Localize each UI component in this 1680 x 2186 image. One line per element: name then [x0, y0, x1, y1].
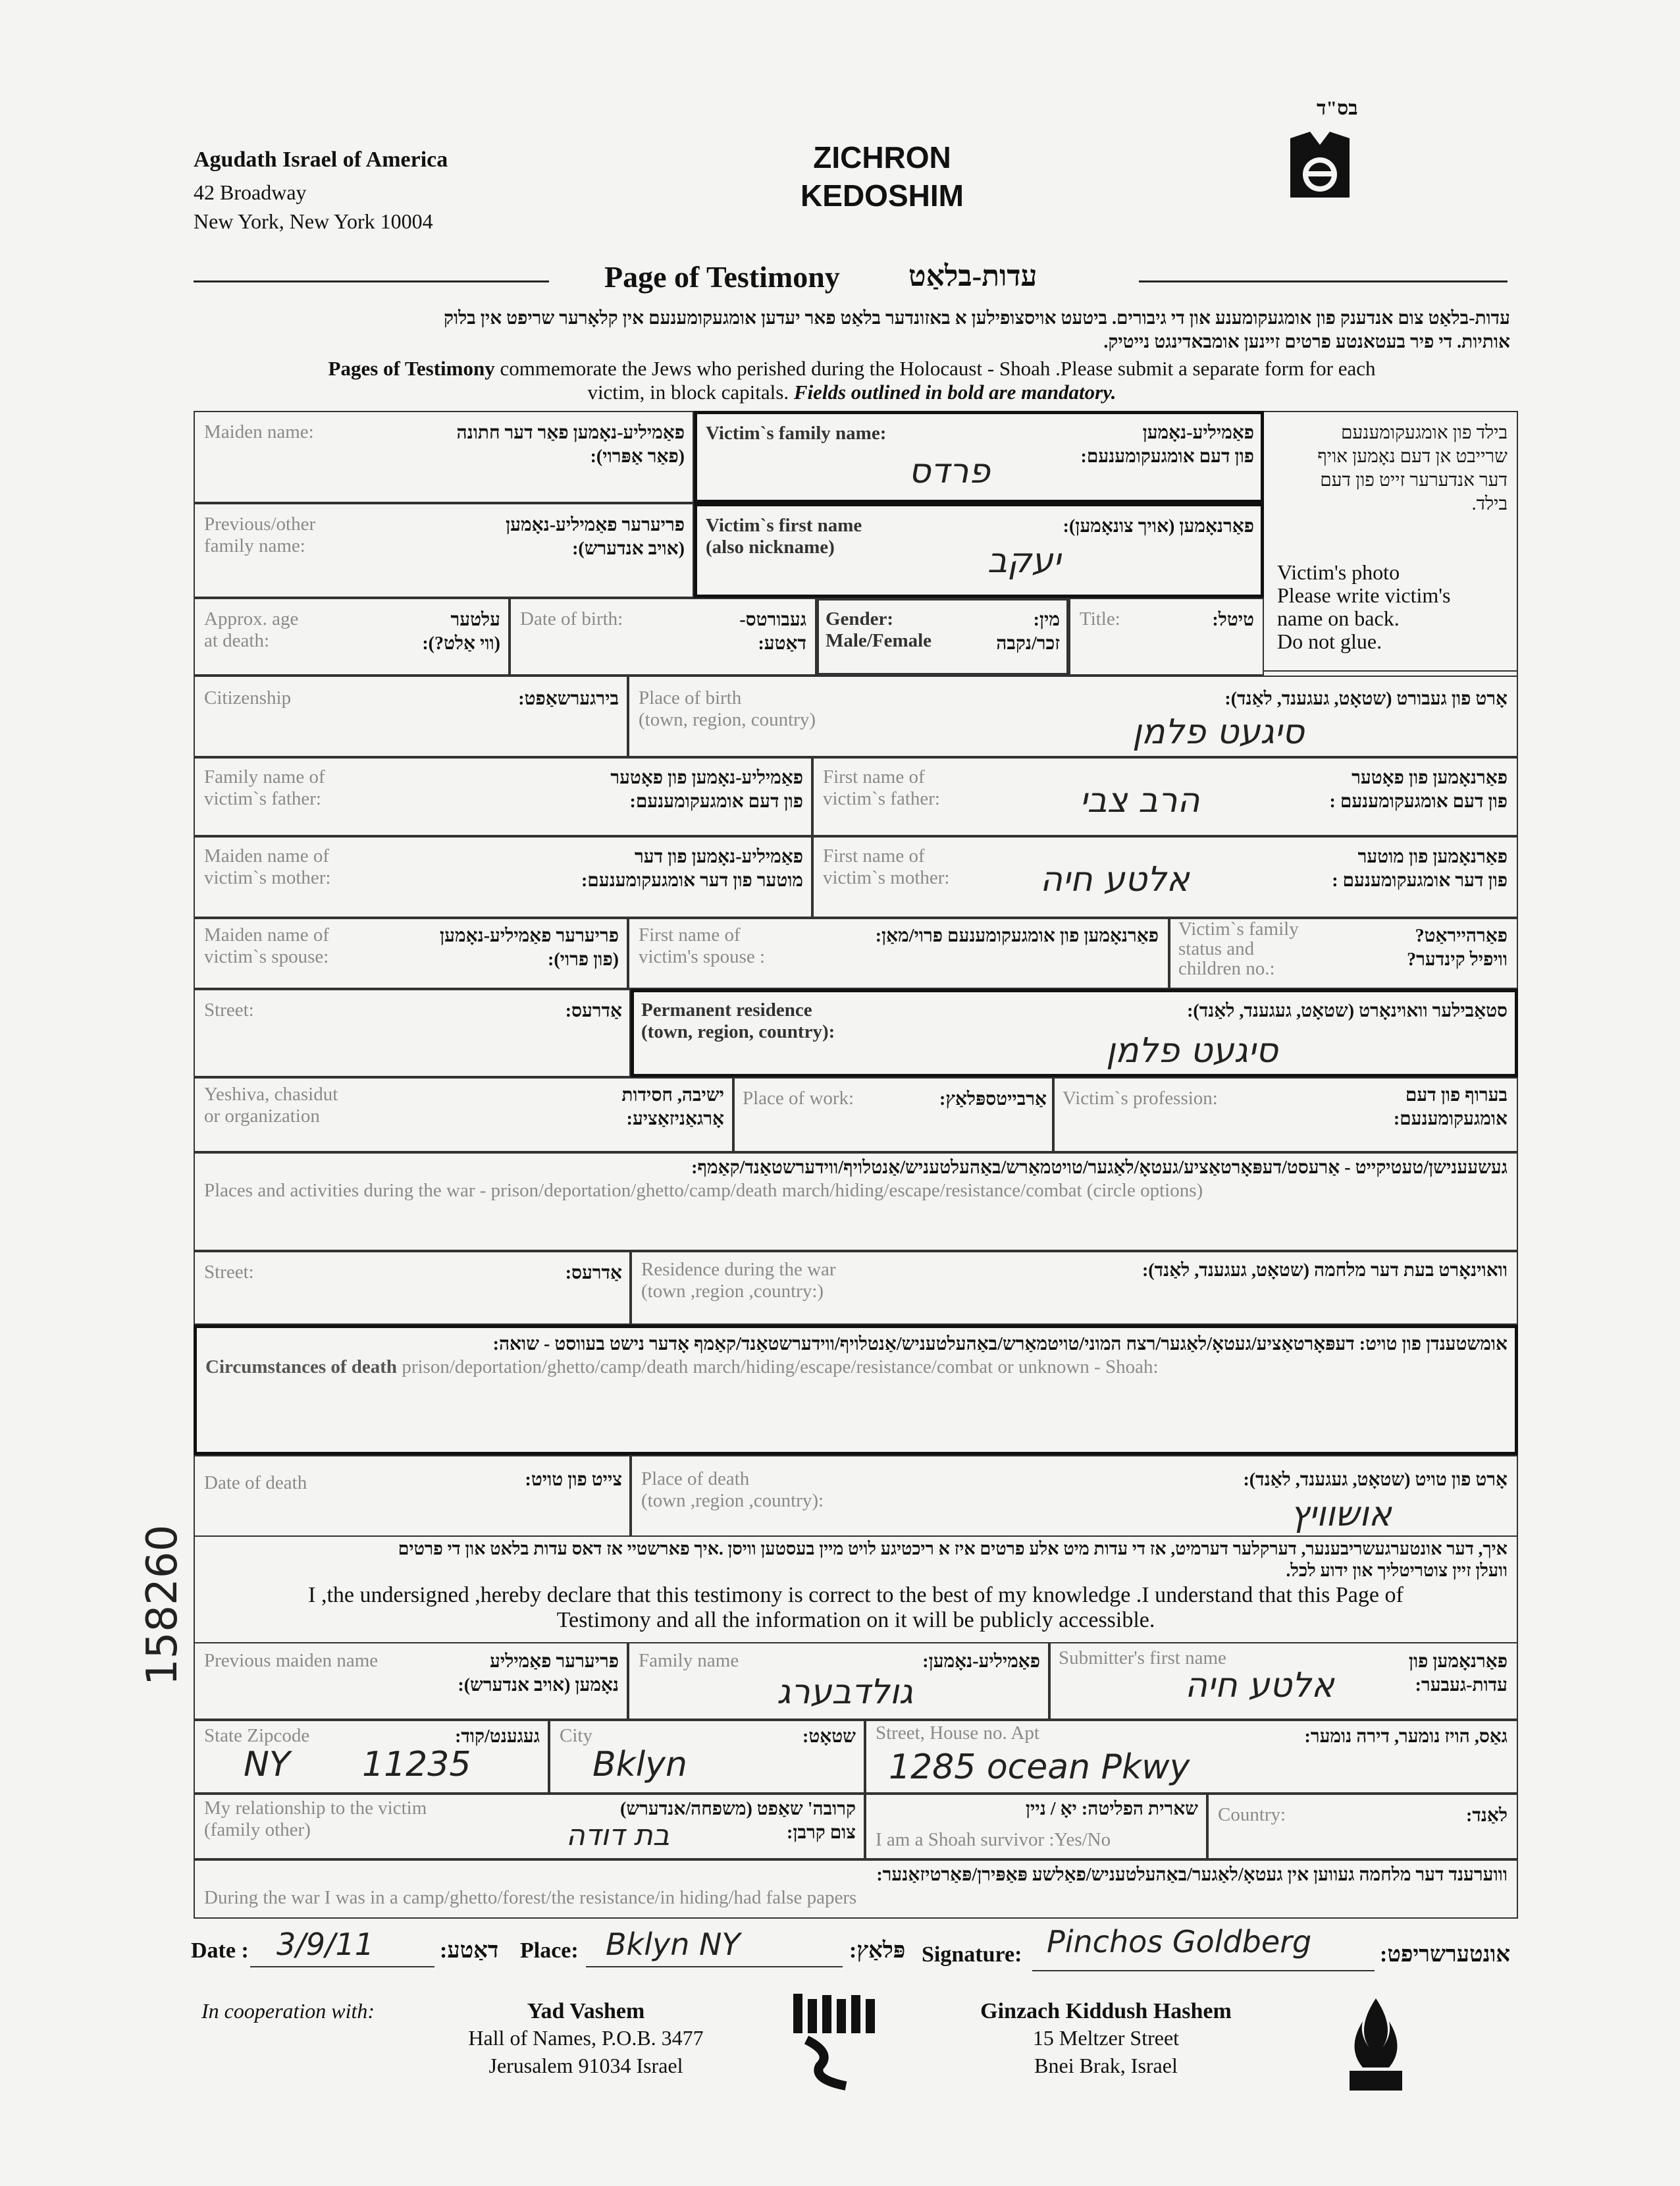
form-title-hebrew: עדות-בלאַט: [908, 260, 1037, 292]
ginzach-line1: 15 Meltzer Street: [1032, 2026, 1180, 2050]
date-of-death-label: Date of death: [204, 1472, 307, 1493]
submitter-city-heb: שטאָט:: [802, 1726, 856, 1747]
mother-first-name-heb: פאַרנאָמען פון מוטער פון דער אומגעקומענעם :: [1332, 847, 1508, 891]
date-of-death-heb: צייט פון טויט:: [525, 1470, 622, 1490]
submitter-first-name-value: אלטע חיה: [1185, 1666, 1334, 1705]
title-label: Title:: [1080, 608, 1120, 629]
place-of-birth-value: סיגעט פלמן: [1132, 712, 1305, 752]
gender-heb: מין: זכר/נקבה: [996, 610, 1060, 654]
form-header-title: [724, 138, 1040, 215]
title-rule-left: [194, 280, 549, 282]
org-name: Agudath Israel of America: [194, 147, 448, 172]
street-label: Street:: [204, 1000, 254, 1021]
submitter-previous-maiden-heb: פריערער פאַמיליע נאָמען (אויב אנדערש):: [458, 1651, 619, 1695]
victim-family-name-label: Victim`s family name:: [706, 423, 887, 444]
profession-label: Victim`s profession:: [1063, 1088, 1218, 1109]
date-label: Date :: [191, 1938, 249, 1963]
place-of-work-label: Place of work:: [743, 1088, 854, 1109]
place-of-death-heb: אָרט פון טויט (שטאָט, געגענד, לאַנד):: [1243, 1470, 1508, 1490]
country-heb: לאַנד:: [1466, 1805, 1508, 1826]
father-first-name-label: First name of victim`s father:: [823, 766, 940, 809]
photo-instructions-english: Victim's photo Please write victim's name on back. Do not glue.: [1277, 560, 1451, 653]
survivor-label: I am a Shoah survivor :Yes/No: [876, 1829, 1111, 1850]
victim-first-name-heb: פאַרנאָמען (אויך צונאָמען):: [1063, 516, 1254, 537]
signature-label: Signature:: [922, 1942, 1022, 1967]
mother-maiden-name-label: Maiden name of victim`s mother:: [204, 845, 331, 888]
place-of-birth-heb: אָרט פון געבורט (שטאָט, געגענד, לאַנד):: [1224, 689, 1508, 709]
submitter-family-name-label: Family name: [639, 1650, 739, 1671]
profession-heb: בערוף פון דעם אומגעקומענעם:: [1393, 1085, 1508, 1129]
submitter-state-zip-label: State Zipcode: [204, 1725, 310, 1746]
ginzach-line2: Bnei Brak, Israel: [1034, 2054, 1178, 2077]
survivor-heb: שארית הפליטה: יאָ / ניין: [1025, 1799, 1198, 1819]
yad-vashem-block: [434, 1999, 737, 2079]
submitter-zip-value: 11235: [362, 1745, 471, 1784]
flame-logo-icon: [1343, 1995, 1409, 2094]
age-heb: עלטער (ווי אַלט?):: [422, 610, 500, 654]
title-line2: KEDOSHIM: [801, 178, 964, 213]
victim-first-name-label: Victim`s first name (also nickname): [706, 515, 862, 558]
date-of-birth-heb: געבורטס- דאַטע:: [739, 610, 806, 654]
yeshiva-label: Yeshiva, chasidut or organization: [204, 1084, 338, 1127]
war-residence-heb: וואוינאָרט בעת דער מלחמה (שטאָט, געגענד, לאַנד):: [1142, 1260, 1508, 1281]
victim-family-name-value: פרדס: [908, 452, 990, 491]
yad-vashem-line2: Jerusalem 91034 Israel: [488, 2054, 683, 2077]
place-of-work-heb: אַרבייטספּלאַץ:: [939, 1089, 1047, 1109]
ginzach-block: [922, 1999, 1290, 2079]
signature-heb: אונטערשריפט:: [1380, 1942, 1511, 1967]
family-status-label: Victim`s family status and children no.:: [1178, 919, 1299, 979]
victim-first-name-value: יעקב: [987, 541, 1061, 581]
places-during-war-heb: געשעענישן/טעטיקייט - אַרעסט/דעפּאָרטאַציע/געטאָ/לאַגער/טויטמאַרש/באַהעלטעניש/אַנטלויף/ווידערשטאַנד/קאַמף:: [691, 1158, 1508, 1178]
maiden-name-label: Maiden name:: [204, 421, 314, 442]
declaration-english: I ,the undersigned ,hereby declare that this testimony is correct to the best of my knowledge .I understand that this Page of Testimony and all the information on it will be publicly accessible.: [308, 1583, 1404, 1632]
relationship-heb: קרובה' שאַפט (משפחה/אנדערש) צום קרבן:: [620, 1799, 856, 1843]
places-during-war-label: Places and activities during the war - prison/deportation/ghetto/camp/death march/hiding/escape/resistance/combat (circle options): [204, 1180, 1203, 1201]
spouse-maiden-name-label: Maiden name of victim`s spouse:: [204, 924, 330, 967]
family-status-heb: פאַרהייראַט? וויפיל קינדער?: [1407, 926, 1508, 970]
place-of-birth-label: Place of birth (town, region, country): [639, 687, 816, 730]
ginzach-name: Ginzach Kiddush Hashem: [980, 1999, 1232, 2023]
spouse-first-name-heb: פאַרנאָמען פון אומגעקומענעם פרוי/מאַן:: [875, 926, 1159, 946]
cooperation-label: In cooperation with:: [201, 1999, 375, 2023]
submitter-city-value: Bklyn: [592, 1745, 687, 1784]
signature-value: Pinchos Goldberg: [1047, 1924, 1312, 1959]
date-of-death-field[interactable]: [194, 1455, 631, 1537]
place-of-death-value: אושוויץ: [1290, 1495, 1392, 1534]
yad-vashem-logo-icon: [1284, 125, 1356, 204]
street-heb: אַדרעס:: [565, 1001, 622, 1021]
father-family-name-heb: פאַמיליע-נאָמען פון פאָטער פון דעם אומגעקומענעם:: [610, 768, 803, 812]
circumstances-of-death-heb: אומשטענדן פון טויט: דעפּאָרטאַציע/געטאָ/לאַגער/רצח המוני/טויטמאַרש/באַהעלטעניש/אַנטלויף/ווידערשטאַנד/קאַמף אָדער נישט בעווסט - שואה:: [492, 1334, 1508, 1354]
citizenship-label: Citizenship: [204, 687, 292, 708]
menorah-logo-icon: [787, 1987, 885, 2093]
mother-first-name-label: First name of victim`s mother:: [823, 845, 950, 888]
spouse-maiden-name-heb: פריערער פאַמיליע-נאָמען (פון פרוי):: [440, 926, 619, 970]
date-of-birth-label: Date of birth:: [520, 608, 623, 629]
title-rule-right: [1139, 280, 1508, 282]
side-reference-number: 158260: [138, 1524, 187, 1686]
permanent-residence-heb: סטאַבילער וואוינאָרט (שטאָט, געגענד, לאַנד):: [1187, 1001, 1508, 1021]
country-label: Country:: [1218, 1804, 1286, 1825]
submitter-first-name-label: Submitter's first name: [1059, 1647, 1226, 1668]
intro-hebrew: עדות-בלאַט צום אנדענק פון אומגעקומענע און די גיבורים. ביטעט אויסצופילען א באזונדער בלאַט פאר יעדען אומגעקומענעם אין קלאָרער שריפט אין בלוק אותיות. די פיר בעטאנטע פרטים זיינען אומבאדינגט נייטיק.: [443, 308, 1510, 352]
previous-family-name-heb: פריערער פאַמיליע-נאָמען (אויב אנדערש):: [506, 515, 685, 559]
submitter-previous-maiden-label: Previous maiden name: [204, 1650, 379, 1671]
spouse-first-name-label: First name of victim's spouse :: [639, 924, 766, 967]
father-first-name-heb: פאַרנאָמען פון פאָטער פון דעם אומגעקומענעם :: [1329, 768, 1508, 812]
submitter-state-zip-heb: געגענט/קוד:: [455, 1726, 540, 1747]
relationship-value: בת דודה: [566, 1819, 670, 1852]
submitter-city-label: City: [560, 1725, 592, 1746]
war-place-heb: וווערענד דער מלחמה געווען אין געטאָ/לאַגער/באַהעלטעניש/פאַלשע פּאַפּירן/פּאַרטיזאַנער:: [876, 1865, 1508, 1885]
declaration-hebrew: איך, דער אונטערגעשריבענער, דערקלער דערמיט, אז די עדות מיט אלע פרטים איז א ריכטיגע לויט מיין בעסטען וויסן .איך פארשטיי אז דאס עדות בלאט און די פרטים וועלן זיין צוטריטליך און ידוע לכל.: [398, 1539, 1508, 1580]
title-line1: ZICHRON: [813, 140, 951, 174]
yad-vashem-name: Yad Vashem: [527, 1999, 645, 2023]
date-value: 3/9/11: [276, 1927, 375, 1962]
form-title: Page of Testimony: [604, 260, 840, 294]
father-first-name-value: הרב צבי: [1080, 781, 1200, 820]
relationship-label: My relationship to the victim (family other): [204, 1798, 427, 1840]
org-address-line1: 42 Broadway: [194, 180, 307, 204]
org-address-line2: New York, New York 10004: [194, 209, 433, 233]
citizenship-heb: בירגערשאַפט:: [518, 689, 619, 709]
date-heb: דאַטע:: [440, 1938, 499, 1963]
war-place-label: During the war I was in a camp/ghetto/forest/the resistance/in hiding/had false papers: [204, 1887, 857, 1908]
submitter-street-value: 1285 ocean Pkwy: [889, 1747, 1190, 1787]
title-heb: טיטל:: [1212, 610, 1254, 630]
submitter-state-value: NY: [244, 1745, 290, 1784]
mother-first-name-value: אלטע חיה: [1040, 860, 1190, 899]
place-label: Place:: [520, 1938, 579, 1963]
war-street-heb: אַדרעס:: [565, 1263, 622, 1283]
gender-label: Gender: Male/Female: [826, 608, 932, 651]
place-of-death-label: Place of death (town ,region ,country):: [641, 1468, 824, 1511]
permanent-residence-value: סיגעט פלמן: [1106, 1031, 1278, 1071]
previous-family-name-label: Previous/other family name:: [204, 514, 316, 556]
logo-bsd-text: בס"ד: [1317, 97, 1358, 119]
permanent-residence-label: Permanent residence (town, region, country):: [641, 1000, 835, 1042]
yad-vashem-line1: Hall of Names, P.O.B. 3477: [468, 2026, 704, 2050]
place-heb: פּלאַץ:: [849, 1938, 906, 1963]
submitter-family-name-value: גולדבערג: [777, 1672, 913, 1712]
submitter-first-name-heb: פאַרנאָמען פון עדות-געבער:: [1408, 1651, 1508, 1695]
mother-maiden-name-heb: פאַמיליע-נאָמען פון דער מוטער פון דער אומגעקומענעם:: [581, 847, 803, 891]
photo-instructions-hebrew: בילד פון אומגעקומענעם שרייבט אן דעם נאָמען אויף דער אנדערער זייט פון דעם בילד.: [1317, 423, 1508, 514]
intro-english: Pages of Testimony commemorate the Jews who perished during the Holocaust - Shoah .Please submit a separate form for each victim, in block capitals. Fields outlined in bold are mandatory.: [328, 357, 1376, 404]
father-family-name-label: Family name of victim`s father:: [204, 766, 325, 809]
yeshiva-heb: ישיבה, חסידות אָרגאַניזאַציע:: [621, 1085, 724, 1129]
circumstances-of-death-label: Circumstances of death prison/deportation/ghetto/camp/death march/hiding/escape/resistance/combat or unknown - Shoah:: [205, 1356, 1159, 1377]
submitter-family-name-heb: פאַמיליע-נאָמען:: [922, 1651, 1040, 1672]
submitter-street-heb: גאַס, הויז נומער, דירה נומער:: [1304, 1726, 1508, 1747]
victim-family-name-heb: פאַמיליע-נאָמען פון דעם אומגעקומענעם:: [1080, 423, 1254, 467]
submitter-street-label: Street, House no. Apt: [876, 1722, 1039, 1744]
place-value: Bklyn NY: [606, 1927, 741, 1962]
maiden-name-heb: פאַמיליע-נאָמען פאַר דער חתונה (פאַר אַפּרוי):: [456, 423, 685, 467]
age-label: Approx. age at death:: [204, 608, 299, 651]
war-street-label: Street:: [204, 1262, 254, 1283]
war-residence-label: Residence during the war (town ,region ,country:): [641, 1259, 836, 1302]
